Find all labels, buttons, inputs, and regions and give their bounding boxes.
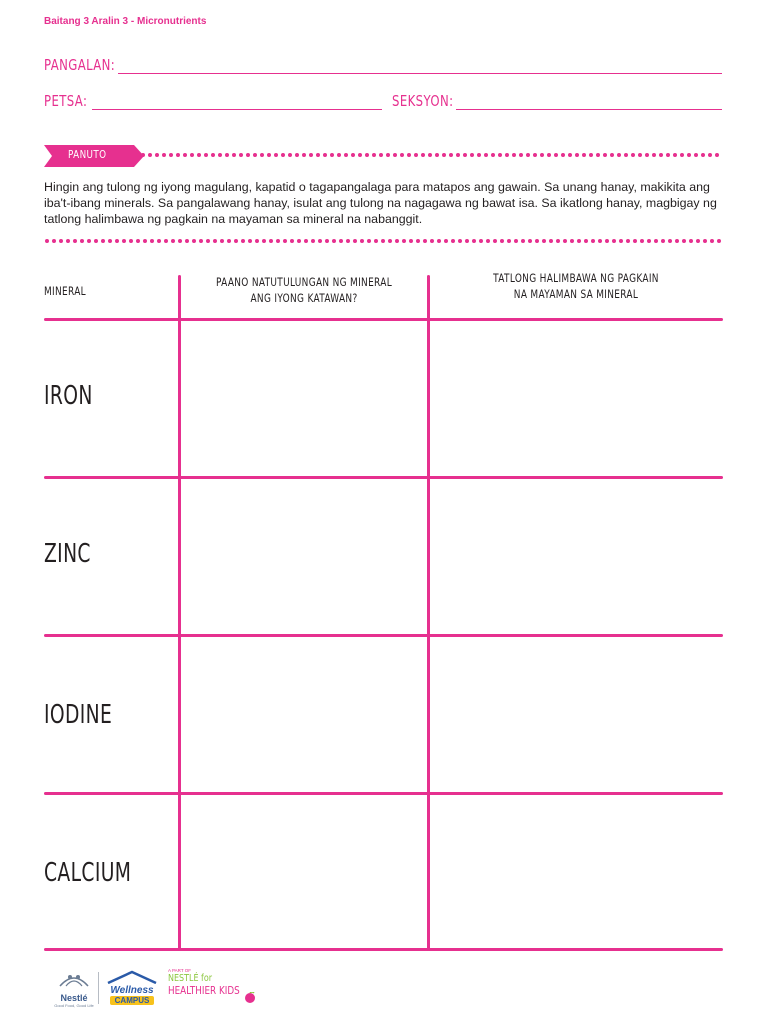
petsa-label: PETSA:: [44, 92, 88, 110]
col-header-examples: [430, 270, 722, 302]
instructions-text: Hingin ang tulong ng iyong magulang, kapatid o tagapangalaga para matapos ang gawain. Sa unang hanay, makikita ang iba't-ibang minerals. Sa pangalawang hanay, isulat ang tulong na nagagawa ng bawat isa. Sa ikatlong hanay, magbigay ng tatlong halimbawa ng pagkain na mayaman sa mineral na nabanggit.: [44, 180, 717, 226]
table-line-row3: [44, 792, 723, 795]
answer-cell-calcium-examples[interactable]: [431, 796, 722, 946]
nestle-wordmark: Nestlé: [60, 993, 88, 1003]
campus-badge: CAMPUS: [110, 996, 154, 1005]
col-header-benefit-line1: PAANO NATUTULUNGAN NG MINERAL: [215, 275, 393, 289]
lesson-title: Baitang 3 Aralin 3 - Micronutrients: [44, 16, 207, 27]
row-label-zinc: ZINC: [44, 539, 91, 569]
nestle-logo: [52, 968, 96, 1008]
seksyon-label: SEKSYON:: [392, 92, 454, 110]
dotted-divider-top: [140, 152, 724, 158]
row-label-iodine: IODINE: [44, 700, 113, 730]
wellness-wordmark: Wellness: [110, 985, 154, 996]
table-divider-col1: [178, 275, 181, 951]
answer-cell-zinc-examples[interactable]: [431, 480, 722, 632]
pangalan-input-line[interactable]: [118, 73, 722, 74]
nestle-nest-icon: [52, 968, 96, 990]
answer-cell-zinc-benefit[interactable]: [182, 480, 426, 632]
answer-cell-calcium-benefit[interactable]: [182, 796, 426, 946]
dotted-divider-bottom: [44, 238, 724, 244]
col-header-mineral: MINERAL: [44, 284, 86, 298]
table-line-row2: [44, 634, 723, 637]
panuto-label: PANUTO: [68, 148, 107, 161]
healthier-kids-label: HEALTHIER KIDS: [168, 984, 240, 997]
wellness-campus-logo: [104, 970, 160, 1006]
table-line-row1: [44, 476, 723, 479]
footer-divider: [98, 972, 99, 1004]
col-header-benefit-line2: ANG IYONG KATAWAN?: [250, 291, 358, 305]
answer-cell-iron-benefit[interactable]: [182, 322, 426, 474]
table-line-header: [44, 318, 723, 321]
table-divider-col2: [427, 275, 430, 951]
pangalan-label: PANGALAN:: [44, 56, 116, 74]
nestle-healthier-kids-logo: [168, 968, 258, 1008]
wellness-roof-icon: [104, 970, 160, 984]
col-header-benefit: [180, 274, 428, 306]
col-header-examples-line2: NA MAYAMAN SA MINERAL: [513, 287, 639, 301]
nestle-for-label: NESTLÉ for: [168, 973, 213, 984]
answer-cell-iodine-benefit[interactable]: [182, 638, 426, 790]
nestle-tagline: Good Food, Good Life: [54, 1003, 94, 1008]
row-label-iron: IRON: [44, 381, 93, 411]
answer-cell-iodine-examples[interactable]: [431, 638, 722, 790]
apple-icon: [244, 992, 256, 1004]
answer-cell-iron-examples[interactable]: [431, 322, 722, 474]
table-line-bottom: [44, 948, 723, 951]
row-label-calcium: CALCIUM: [44, 858, 132, 888]
petsa-input-line[interactable]: [92, 109, 382, 110]
col-header-examples-line1: TATLONG HALIMBAWA NG PAGKAIN: [493, 271, 659, 285]
seksyon-input-line[interactable]: [456, 109, 722, 110]
a-part-of-label: A PART OF: [168, 968, 192, 973]
